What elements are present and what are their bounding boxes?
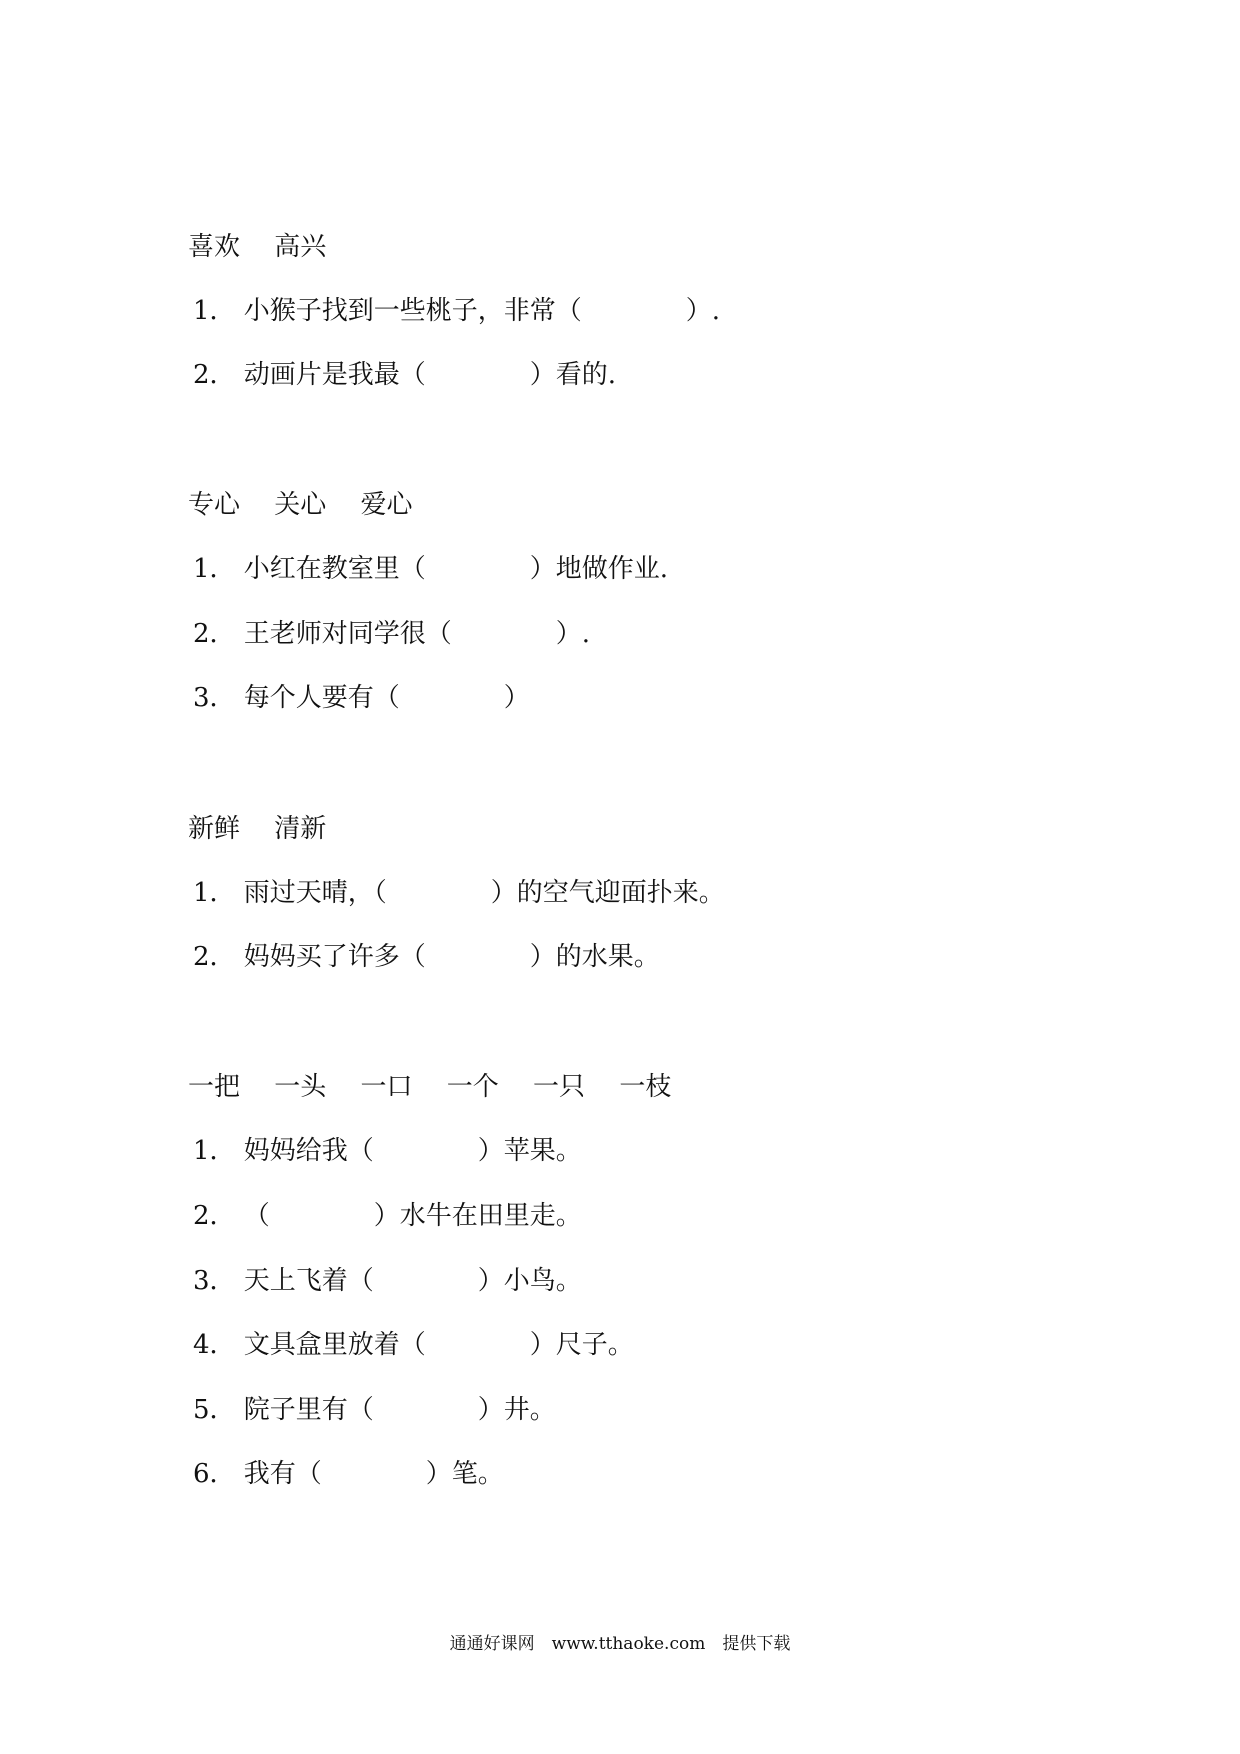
question-4-1: 1． 妈妈给我（ ）苹果。	[193, 1136, 582, 1166]
question-1-2: 2． 动画片是我最（ ）看的.	[193, 360, 617, 390]
word-bank-4: 一把 一头 一口 一个 一只 一枝	[188, 1072, 672, 1102]
word-bank-2: 专心 关心 爱心	[188, 490, 413, 520]
question-2-1: 1． 小红在教室里（ ）地做作业.	[193, 554, 669, 584]
question-1-1: 1． 小猴子找到一些桃子，非常（ ）.	[193, 296, 721, 326]
question-3-2: 2． 妈妈买了许多（ ）的水果。	[193, 942, 660, 972]
word-bank-3: 新鲜 清新	[188, 814, 327, 844]
question-4-6: 6． 我有（ ）笔。	[193, 1459, 504, 1489]
question-2-3: 3． 每个人要有（ ）	[193, 683, 530, 713]
question-2-2: 2． 王老师对同学很（ ）.	[193, 619, 591, 649]
question-4-2: 2． （ ）水牛在田里走。	[193, 1201, 582, 1231]
question-4-5: 5． 院子里有（ ）井。	[193, 1395, 556, 1425]
question-4-4: 4． 文具盒里放着（ ）尺子。	[193, 1330, 634, 1360]
question-4-3: 3． 天上飞着（ ）小鸟。	[193, 1266, 582, 1296]
question-3-1: 1． 雨过天晴，（ ）的空气迎面扑来。	[193, 878, 725, 908]
word-bank-1: 喜欢 高兴	[188, 232, 327, 262]
footer-credit: 通通好课网 www.tthaoke.com 提供下载	[449, 1634, 791, 1654]
